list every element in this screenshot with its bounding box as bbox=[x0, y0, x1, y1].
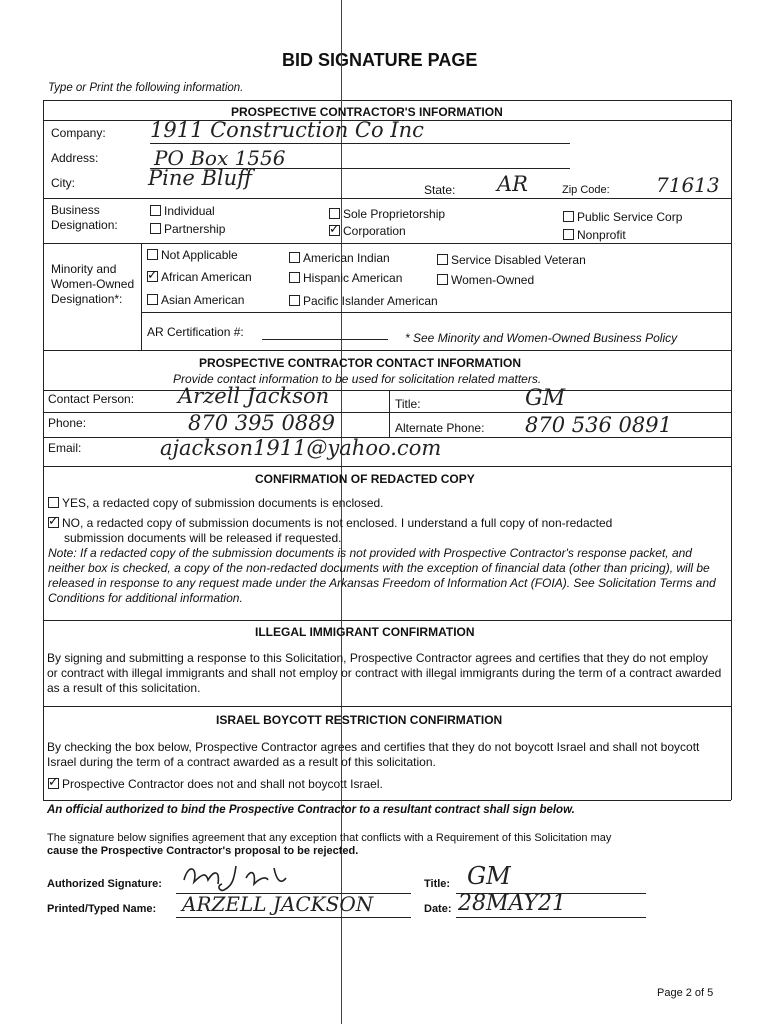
israel-boycott-checkbox[interactable]: ✓Prospective Contractor does not and shall not boycott Israel. bbox=[48, 777, 383, 791]
public-service-corp-checkbox[interactable]: Public Service Corp bbox=[563, 210, 682, 224]
title-label: Title: bbox=[395, 397, 421, 411]
email-label: Email: bbox=[48, 441, 82, 455]
contact-info-subheading: Provide contact information to be used for solicitation related matters. bbox=[173, 372, 542, 386]
phone-field[interactable]: 870 395 0889 bbox=[188, 411, 335, 435]
page-number: Page 2 of 5 bbox=[657, 987, 714, 999]
city-label: City: bbox=[51, 176, 75, 190]
contractor-info-heading: PROSPECTIVE CONTRACTOR'S INFORMATION bbox=[231, 105, 503, 119]
zip-label: Zip Code: bbox=[562, 184, 610, 196]
asian-american-checkbox[interactable]: Asian American bbox=[147, 293, 244, 307]
redacted-yes-checkbox[interactable]: YES, a redacted copy of submission documents is enclosed. bbox=[48, 496, 384, 510]
instruction-text: Type or Print the following information. bbox=[48, 82, 244, 94]
individual-checkbox[interactable]: Individual bbox=[150, 204, 215, 218]
company-field[interactable]: 1911 Construction Co Inc bbox=[150, 118, 424, 142]
illegal-immigrant-heading: ILLEGAL IMMIGRANT CONFIRMATION bbox=[255, 625, 475, 639]
date-label: Date: bbox=[424, 903, 452, 915]
state-label: State: bbox=[424, 183, 456, 197]
hispanic-american-checkbox[interactable]: Hispanic American bbox=[289, 271, 402, 285]
agreement-text: The signature below signifies agreement that any exception that conflicts with a Requirement of this Solicitation may bbox=[47, 832, 612, 844]
city-field[interactable]: Pine Bluff bbox=[148, 166, 253, 190]
illegal-immigrant-text: By signing and submitting a response to this Solicitation, Prospective Contractor agrees and certifies that they do not employ or contract with illegal immigrants and shall not employ or contract with illegal immigrants during the term of a contract awarded as a result of this solicitation. bbox=[47, 651, 722, 695]
pacific-islander-checkbox[interactable]: Pacific Islander American bbox=[289, 294, 438, 308]
redacted-no-checkbox[interactable]: ✓NO, a redacted copy of submission documents is not enclosed. I understand a full copy of non-redacted bbox=[48, 516, 612, 530]
contact-person-label: Contact Person: bbox=[48, 392, 135, 406]
minority-designation-label: Minority and Women-Owned Designation*: bbox=[51, 262, 135, 306]
state-field[interactable]: AR bbox=[497, 172, 528, 196]
contact-info-heading: PROSPECTIVE CONTRACTOR CONTACT INFORMATION bbox=[199, 356, 521, 370]
zip-field[interactable]: 71613 bbox=[656, 173, 720, 197]
title-field[interactable]: GM bbox=[525, 386, 566, 411]
agreement-text-continued: cause the Prospective Contractor's proposal to be rejected. bbox=[47, 845, 359, 857]
address-field[interactable]: PO Box 1556 bbox=[154, 146, 286, 170]
nonprofit-checkbox[interactable]: Nonprofit bbox=[563, 228, 626, 242]
israel-boycott-heading: ISRAEL BOYCOTT RESTRICTION CONFIRMATION bbox=[216, 713, 503, 727]
redacted-heading: CONFIRMATION OF REDACTED COPY bbox=[255, 472, 475, 486]
ar-certification-label: AR Certification #: bbox=[147, 325, 244, 339]
redacted-no-continued: submission documents will be released if requested. bbox=[64, 531, 342, 545]
business-designation-label: Business Designation: bbox=[51, 203, 118, 232]
israel-boycott-text: By checking the box below, Prospective Contractor agrees and certifies that they do not boycott Israel and shall not boycott Israel during the term of a contract awarded as a result of this solicitation. bbox=[47, 740, 700, 769]
alternate-phone-label: Alternate Phone: bbox=[395, 421, 485, 435]
page-title: BID SIGNATURE PAGE bbox=[282, 50, 478, 70]
policy-note: * See Minority and Women-Owned Business Policy bbox=[405, 331, 678, 345]
signature-scribble bbox=[176, 856, 356, 896]
authorized-signature-label: Authorized Signature: bbox=[47, 878, 162, 890]
signature-title-label: Title: bbox=[424, 878, 451, 890]
redacted-note: Note: If a redacted copy of the submission documents is not provided with Prospective Contractor's response packet, and neither box is checked, a copy of the non-redacted documents with the exception of financial data (other than pricing), will be released in response to any request made under the Arkansas Freedom of Information Act (FOIA). See Solicitation Terms and Conditions for additional information. bbox=[48, 546, 716, 605]
phone-label: Phone: bbox=[48, 416, 87, 430]
printed-name-field[interactable]: ARZELL JACKSON bbox=[182, 892, 374, 916]
date-field[interactable]: 28MAY21 bbox=[458, 891, 567, 916]
company-label: Company: bbox=[51, 126, 106, 140]
address-label: Address: bbox=[51, 151, 99, 165]
printed-name-label: Printed/Typed Name: bbox=[47, 903, 157, 915]
american-indian-checkbox[interactable]: American Indian bbox=[289, 251, 390, 265]
official-note: An official authorized to bind the Prospective Contractor to a resultant contract shall sign below. bbox=[47, 804, 575, 816]
signature-title-field[interactable]: GM bbox=[467, 862, 511, 890]
contact-person-field[interactable]: Arzell Jackson bbox=[178, 384, 330, 408]
alternate-phone-field[interactable]: 870 536 0891 bbox=[525, 413, 672, 437]
service-disabled-veteran-checkbox[interactable]: Service Disabled Veteran bbox=[437, 253, 586, 267]
women-owned-checkbox[interactable]: Women-Owned bbox=[437, 273, 534, 287]
not-applicable-checkbox[interactable]: Not Applicable bbox=[147, 248, 238, 262]
email-field[interactable]: ajackson1911@yahoo.com bbox=[160, 436, 442, 460]
partnership-checkbox[interactable]: Partnership bbox=[150, 222, 225, 236]
african-american-checkbox[interactable]: ✓African American bbox=[147, 270, 252, 284]
sole-proprietorship-checkbox[interactable]: Sole Proprietorship bbox=[329, 207, 445, 221]
corporation-checkbox[interactable]: ✓Corporation bbox=[329, 224, 406, 238]
